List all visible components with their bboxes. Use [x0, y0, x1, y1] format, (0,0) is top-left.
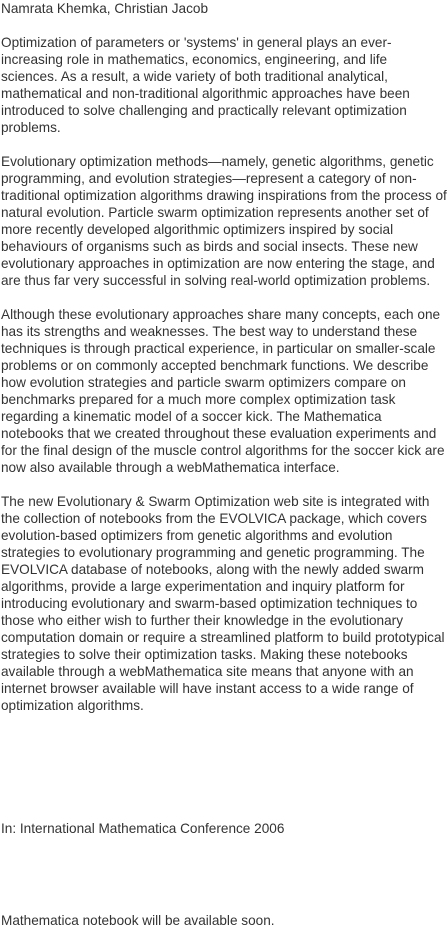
abstract-paragraph-4: The new Evolutionary & Swarm Optimization web site is integrated with the collection of notebooks from the EVOLVICA package, which covers evolution-based optimizers from genetic algorithms and evolution strategies to evolutionary programming and genetic programming. The EVOLVICA database of notebooks, along with the newly added swarm algorithms, provide a large experimentation and inquiry platform for introducing evolutionary and swarm-based optimization techniques to those who either wish to further their knowledge in the evolutionary computation domain or require a streamlined platform to build prototypical strategies to solve their optimization tasks. Making these notebooks available through a webMathematica site means that anyone with an internet browser available will have instant access to a wide range of optimization algorithms.: [1, 494, 445, 713]
abstract-page: [1, 0, 447, 714]
abstract-paragraph-1: Optimization of parameters or 'systems' in general plays an ever-increasing role in mathematics, economics, engineering, and life sciences. As a result, a wide variety of both traditional analytical, mathematical and non-traditional algorithmic approaches have been introduced to solve challenging and practically relevant optimization problems.: [1, 35, 410, 135]
abstract-paragraph-2: Evolutionary optimization methods—namely, genetic algorithms, genetic programming, and evolution strategies—represent a category of non-traditional optimization algorithms drawing inspirations from the process of natural evolution. Particle swarm optimization represents another set of more recently developed algorithmic optimizers inspired by social behaviours of organisms such as birds and social insects. These new evolutionary approaches in optimization are now entering the stage, and are thus far very successful in solving real-world optimization problems.: [1, 154, 447, 288]
citation-line: In: International Mathematica Conference 2006: [1, 821, 285, 836]
availability-note: Mathematica notebook will be available soon.: [1, 913, 275, 928]
authors-line: Namrata Khemka, Christian Jacob: [1, 1, 209, 16]
abstract-paragraph-3: Although these evolutionary approaches share many concepts, each one has its strengths and weaknesses. The best way to understand these techniques is through practical experience, in particular on smaller-scale problems or on commonly accepted benchmark functions. We describe how evolution strategies and particle swarm optimizers compare on benchmarks prepared for a much more complex optimization task regarding a kinematic model of a soccer kick. The Mathematica notebooks that we created throughout these evaluation experiments and for the final design of the muscle control algorithms for the soccer kick are now also available through a webMathematica interface.: [1, 307, 445, 475]
